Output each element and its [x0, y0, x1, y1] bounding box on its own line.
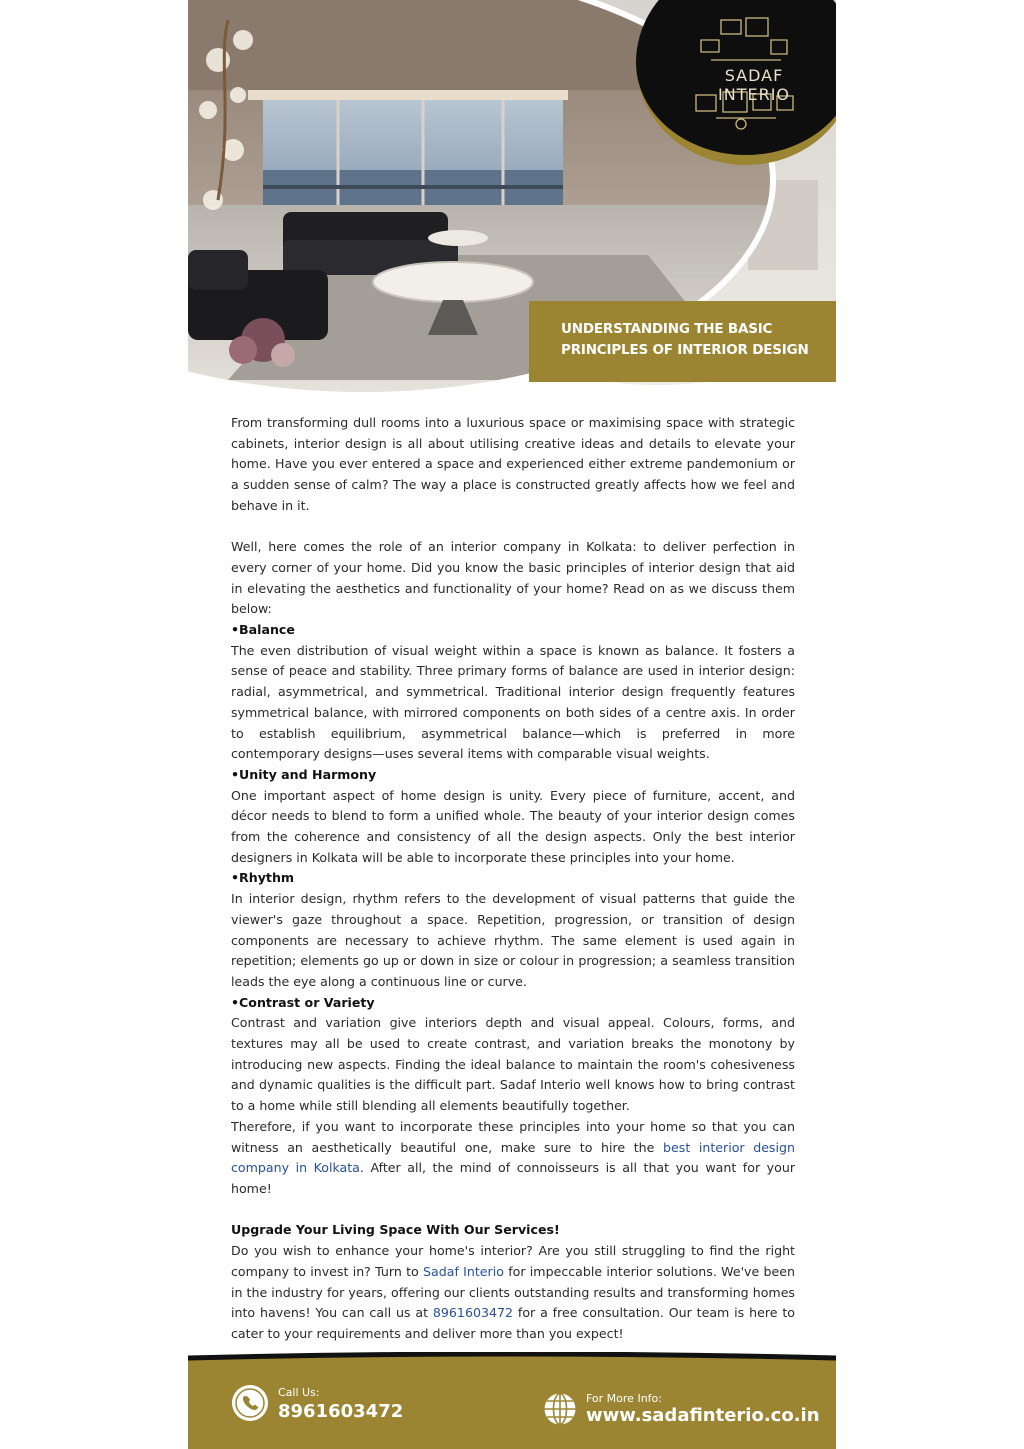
brand-name: SADAF INTERIO: [718, 66, 790, 104]
conclusion-text: Therefore, if you want to incorporate these principles into your home so that you can witness an aesthetically beautiful one, make sure to hire the: [231, 1118, 795, 1155]
intro-paragraph: From transforming dull rooms into a luxurious space or maximising space with strategic cabinets, interior design is all about utilising creative ideas and details to elevate your home. Have you ever entered a space and experienced either extreme pandemonium or a sudden sense of calm? The way a place is constructed greatly affects how we feel and behave in it.: [231, 415, 795, 513]
footer-contact-bar: [188, 1352, 836, 1449]
section-text-balance: The even distribution of visual weight within a space is known as balance. It fosters a sense of peace and stability. Three primary forms of balance are used in interior design: radial, asymmetrical, and symmetrical. Traditional interior design frequently features symmetrical balance, with mirrored components on both sides of a centre axis. In order to establish equilibrium, asymmetrical balance—which is preferred in more contemporary designs—uses several items with comparable visual weights.: [231, 642, 795, 762]
phone-icon[interactable]: [231, 1384, 269, 1422]
cta-heading: Upgrade Your Living Space With Our Services!: [231, 1222, 560, 1238]
intro-paragraph-2: Well, here comes the role of an interior company in Kolkata: to deliver perfection in every corner of your home. Did you know the basic principles of interior design that aid in elevating the aesthetics and functionality of your home? Read on as we discuss them below:: [231, 539, 795, 617]
conclusion-paragraph: [231, 1117, 795, 1200]
section-heading-rhythm: •Rhythm: [231, 870, 295, 886]
cta-paragraph: [231, 1241, 795, 1345]
call-number[interactable]: 8961603472: [278, 1401, 404, 1422]
cta-text: Do you wish to enhance your home's interior? Are you still struggling to find the right company to invest in? Turn to: [231, 1243, 795, 1279]
page-title: [561, 319, 821, 361]
section-heading-unity: •Unity and Harmony: [231, 766, 377, 782]
brochure-page: [188, 0, 836, 1449]
title-line-1: UNDERSTANDING THE BASIC: [561, 321, 773, 337]
call-label: Call Us:: [278, 1386, 320, 1399]
sadaf-interio-link[interactable]: Sadaf Interio: [423, 1263, 504, 1279]
hero-section: [188, 0, 836, 400]
info-label: For More Info:: [586, 1392, 662, 1405]
article-body: [231, 413, 795, 1345]
section-text-unity: One important aspect of home design is unity. Every piece of furniture, accent, and décor needs to blend to form a unified whole. The beauty of your interior design comes from the coherence and consistency of all the design aspects. Only the best interior designers in Kolkata will be able to incorporate these principles into your home.: [231, 787, 795, 865]
section-heading-balance: •Balance: [231, 622, 295, 638]
section-text-contrast: Contrast and variation give interiors depth and visual appeal. Colours, forms, and textures may all be used to create contrast, and variation breaks the monotony by introducing new aspects. Finding the ideal balance to maintain the room's cohesiveness and dynamic qualities is the difficult part. Sadaf Interio well knows how to bring contrast to a home while still blending all elements beautifully together.: [231, 1015, 795, 1114]
cta-text-middle: for impeccable interior solutions. We've been in the industry for years, offering our clients outstanding results and transforming homes into havens! You can call us at: [231, 1263, 795, 1321]
phone-number-link[interactable]: 8961603472: [432, 1305, 514, 1321]
section-text-rhythm: In interior design, rhythm refers to the development of visual patterns that guide the viewer's gaze throughout a space. Repetition, progression, or transition of design components are necessary to achieve rhythm. The same element is used again in repetition; elements go up or down in size or colour in progression; a seamless transition leads the eye along a continuous line or curve.: [231, 891, 795, 989]
conclusion-text-end: . After all, the mind of connoisseurs is all that you want for your home!: [231, 1160, 795, 1196]
website-url[interactable]: www.sadafinterio.co.in: [586, 1405, 820, 1426]
cta-text-end: for a free consultation. Our team is here to cater to your requirements and deliver more than you expect!: [231, 1305, 795, 1341]
title-banner: [529, 301, 836, 382]
interior-design-company-link[interactable]: best interior design company in Kolkata: [231, 1139, 795, 1176]
title-line-2: PRINCIPLES OF INTERIOR DESIGN: [561, 342, 809, 358]
globe-icon[interactable]: [543, 1392, 577, 1426]
section-heading-contrast: •Contrast or Variety: [231, 994, 375, 1010]
